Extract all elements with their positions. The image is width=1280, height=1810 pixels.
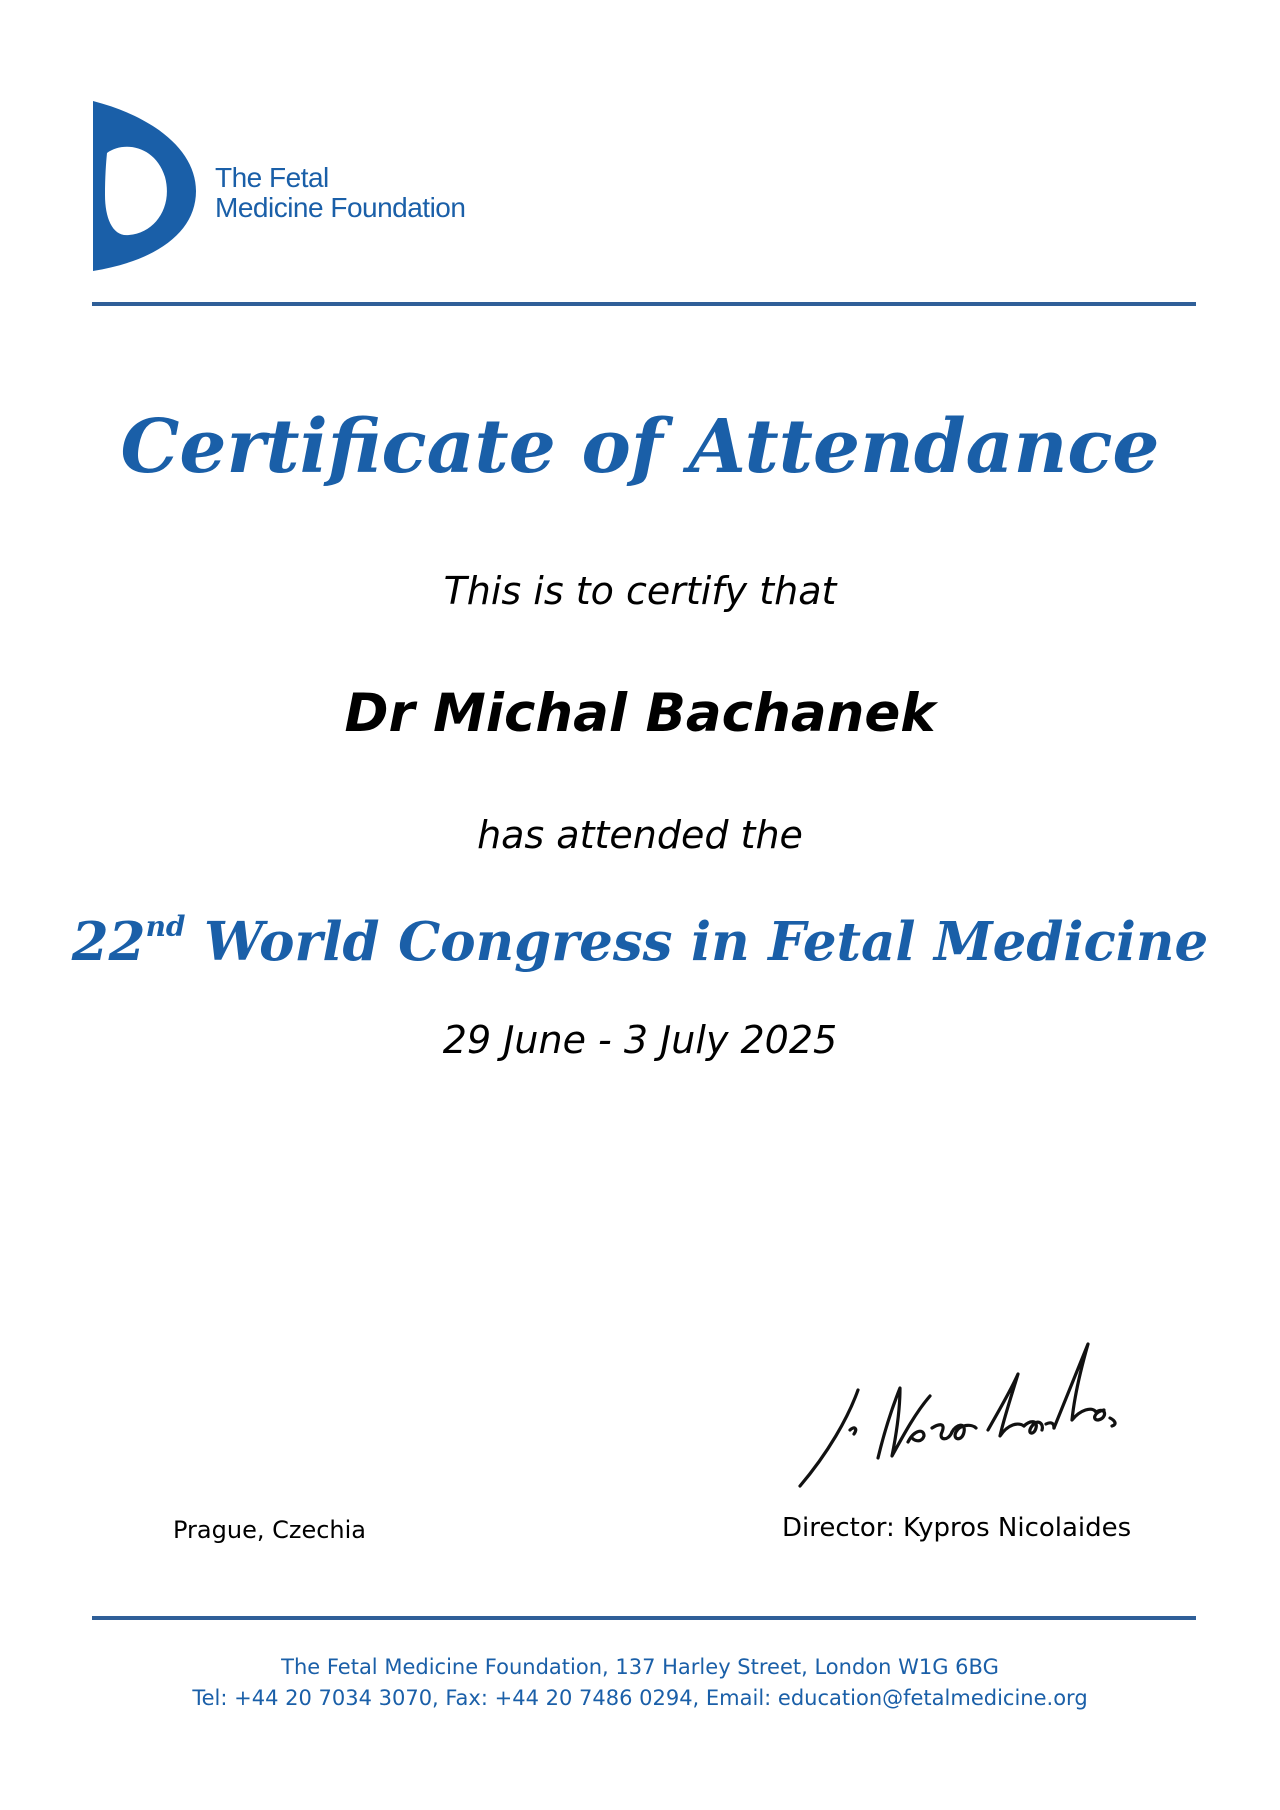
- logo-line-2: Medicine Foundation: [215, 192, 466, 223]
- header-divider: [92, 302, 1196, 306]
- attended-statement: has attended the: [477, 813, 803, 857]
- logo-wordmark: [215, 163, 465, 223]
- event-dates: 29 June - 3 July 2025: [442, 1018, 838, 1062]
- event-number: 22: [71, 911, 146, 973]
- logo-line-1: The Fetal: [215, 162, 329, 193]
- footer-contact: Tel: +44 20 7034 3070, Fax: +44 20 7486 0294, Email: education@fetalmedicine.org: [192, 1686, 1088, 1710]
- recipient-name: Dr Michal Bachanek: [344, 683, 936, 744]
- event-ordinal-suffix: nd: [145, 910, 186, 943]
- director-name: Director: Kypros Nicolaides: [782, 1513, 1132, 1543]
- certify-statement: This is to certify that: [443, 569, 837, 613]
- footer-divider: [92, 1616, 1196, 1620]
- director-signature-icon: [792, 1338, 1122, 1498]
- foundation-logo: [93, 101, 483, 273]
- certificate-title: Certificate of Attendance: [120, 404, 1160, 490]
- event-title: [0, 907, 1280, 986]
- fmf-logo-mark-icon: [93, 101, 203, 273]
- event-name: World Congress in Fetal Medicine: [185, 911, 1209, 973]
- footer-address: The Fetal Medicine Foundation, 137 Harley Street, London W1G 6BG: [281, 1655, 999, 1679]
- event-location: Prague, Czechia: [173, 1516, 366, 1544]
